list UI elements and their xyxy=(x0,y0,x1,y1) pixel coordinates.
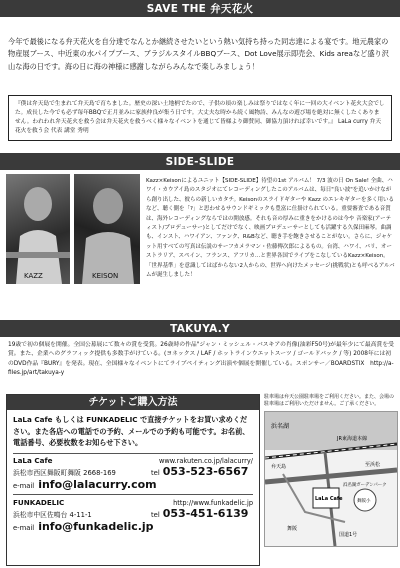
side-slide-title: SIDE-SLIDE xyxy=(165,155,235,168)
shop1-email[interactable]: info@lalacurry.com xyxy=(38,477,157,491)
takuya-title: TAKUYA.Y xyxy=(170,322,230,335)
shop1-url[interactable]: www.rakuten.co.jp/lalacurry/ xyxy=(159,456,253,465)
access-map xyxy=(264,411,398,547)
map-label-school: 舞阪小 xyxy=(357,498,371,504)
keison-photo xyxy=(74,174,140,284)
kazz-photo xyxy=(6,174,70,284)
map-label-maisaka: 舞阪 xyxy=(287,525,298,532)
save-the-benten-title: SAVE THE 弁天花火 xyxy=(146,3,254,15)
side-slide-title-bar xyxy=(0,153,400,170)
ticket-title: チケットご購入方法 xyxy=(7,395,259,410)
shop2-address: 浜松市中区佐鳴台 4-11-1 xyxy=(13,510,92,519)
map-label-garden-park: 浜名湖ガーデンパーク xyxy=(343,482,387,488)
shop2-tel[interactable]: 053-451-6139 xyxy=(162,506,249,520)
organizer-quote-box xyxy=(8,95,392,141)
organizer-quote-text: 『僕は弁天島で生まれて弁天島で育ちました。歴史の深い土地柄でたので、子供の頃の楽しみは祭りではなく年に一回の大イベント花火大会でした。成長した今でも必ず毎年BBQで正月並みに家族仲良が集う日です。大丈夫な時から続く風物詩、みんなの遊び場を絶対に無くしたくありません。われわれ弁天花火を救う会は弁天花火を救うべく様々なイベントを通じて皆様より御賛同、御協力頂ければ幸いです。』 LaLa curry 弁天花火を救う会 代表 講堂 秀明 xyxy=(15,101,385,134)
section-title-bar xyxy=(0,0,400,17)
takuya-text: 19歳で初の個展を開催。全国公募展にて数々の賞を受賞。26歳時の作品"ジャン・ミッシェル・バスキアの肖像(油彩F50号)が最年少にて最高賞を受賞。また、企業へのグラフィック提供も多数手がけている。(ヨネックス / LAF / ホットラインウエットスーツ / ゴールドバック / 等) 2008年には初のDVD作品『BURY』を発表。現在、全国様々なイベントにてライブペイティング出演や個展を開催している。スポンサー／BOARDSTIX http://a-files.jp/art/takuya-y xyxy=(8,342,394,377)
shop1-tel-label: tel xyxy=(151,468,160,477)
shop1-mail-label: e-mail xyxy=(13,481,35,490)
map-label-lake: 浜名湖 xyxy=(271,422,290,430)
map-label-lalacafe: LaLa Cafe xyxy=(315,495,343,502)
shop2-name: FUNKADELIC xyxy=(13,497,65,507)
side-slide-text: Kazz×Keisonによるユニット【SIDE-SLIDE】待望の1st アルバム！ 7/3 波の日 On Sale! 全曲、ハワイ・カウアイ島のスタジオにてレコーディングしたこのアルバムは、毎日"良い波"を追いかけながら創り出した、彼らの新しいカタチ。Keisonのスライドギターや Kazz のエレキギターを多く用いるなど、聴く側を「?」と思わせるサウンドギミックも豊富に仕掛けられている。重要審査である音質は、海外レコーディングならではの開放感。それも音の厚みに重きをかけるのは今や 音楽家(アーティスト/プロデューサー)としてだけでなく、映画プロデューサーとしても活躍する久保田麻琴。曲調も、インスト、ハワイアン、ファンク、R&Bなど、聴き手を飽きさせることがない。さらに、ジャケット用すべての写真は伝説のサーフカメラマン・佐藤傳次郎によるもの。台湾、ハワイ、バリ、オーストラリア、スペイン、フランス、アフリカ…と世界各国でライブをこなしているKazz×Keison。「世界基準」を意識してはばからない2人からの、世界へ向けたメッセージ(挑戦状)とも呼べるアルバムが誕生しました！ xyxy=(146,178,395,279)
shop1-tel[interactable]: 053-523-6567 xyxy=(162,464,249,478)
map-label-to-hamamatsu: 至浜松 xyxy=(365,461,381,468)
shop1-name: LaLa Cafe xyxy=(13,455,53,465)
map-area xyxy=(264,394,396,564)
shop1-address: 浜松市西区舞阪町舞阪 2668-169 xyxy=(13,468,116,477)
ticket-box xyxy=(6,394,260,566)
map-label-bentenjima: 弁天島 xyxy=(271,463,287,470)
shop2-email[interactable]: info@funkadelic.jp xyxy=(38,519,154,533)
shop2-tel-label: tel xyxy=(151,510,160,519)
parking-note: 駐車場は弁天公園駐車場をご利用ください。また、会場の駐車場はご利用いただけません。ご了承ください。 xyxy=(264,394,395,408)
shop2-mail-label: e-mail xyxy=(13,523,35,532)
benten-intro-text: 今年で最後になる弁天花火を自分達でなんとか継続させたいという熱い気持ち持った同志達による宴です。地元農家の物産展ブース、中近東の水パイプブース、ブラジルスタイルBBQブース、Dot Love展示即売会、Kids areaなど盛り沢山な海の日です。海の日に海の神様に感謝しながらみんなで楽しみましょう！ xyxy=(8,37,389,71)
takuya-title-bar xyxy=(0,320,400,337)
ticket-intro: LaLa Cafe もしくは FUNKADELIC で直接チケットをお買い求めください。また各店への電話での予約、メールでの予約も可能です。お名前、電話番号、必要枚数をお知らせ下さい。 xyxy=(13,415,250,447)
kazz-caption: KAZZ xyxy=(24,272,43,280)
keison-caption: KEISON xyxy=(92,272,119,280)
map-label-jr: JR東海道本線 xyxy=(337,435,367,442)
map-label-route1: 国道1号 xyxy=(339,531,358,538)
shop2-url[interactable]: http://www.funkadelic.jp xyxy=(173,498,253,507)
